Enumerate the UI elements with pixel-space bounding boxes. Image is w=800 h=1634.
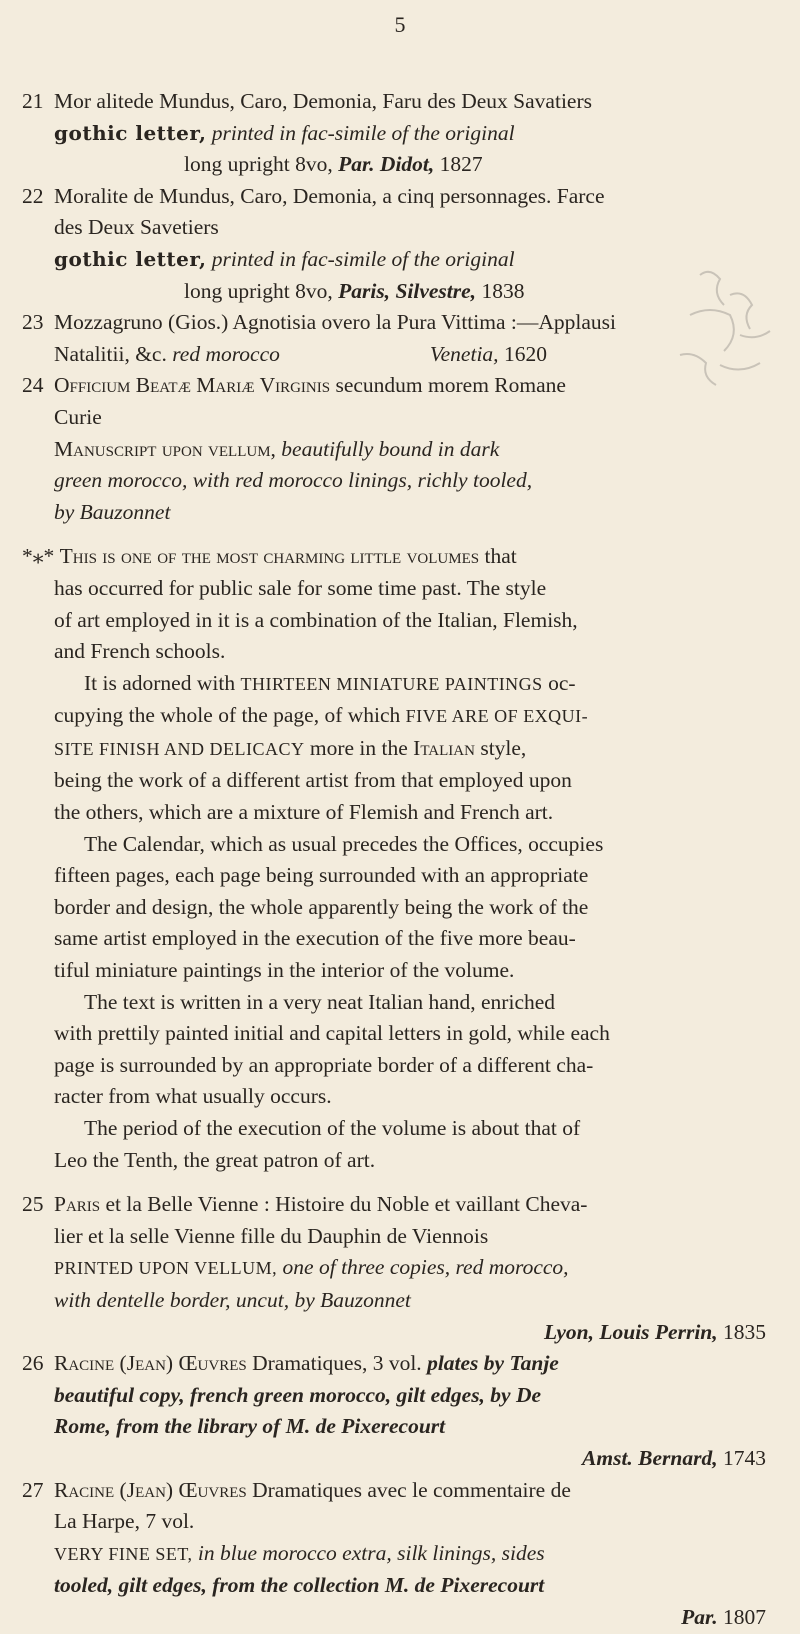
note-emphasis: SITE FINISH AND DELICACY [54, 738, 305, 759]
entry-number: 27 [22, 1477, 44, 1502]
note-text: that [479, 544, 517, 569]
entry-title: Mozzagruno (Gios.) Agnotisia overo la Pura Vittima :—Applausi [54, 310, 617, 335]
note-text: same artist employed in the execution of the five more beau- [54, 926, 576, 951]
place: Par. [338, 152, 375, 177]
entry-title-cont: La Harpe, 7 vol. [54, 1509, 195, 1534]
note-emphasis: Italian [413, 735, 475, 760]
author: Paris [54, 1192, 101, 1217]
catalogue-entry-22 [22, 181, 770, 307]
note-text: The text is written in a very neat Italian hand, enriched [84, 989, 556, 1014]
catalogue-entry-26 [22, 1348, 770, 1474]
entry-number: 24 [22, 373, 44, 398]
entry-title: Moralite de Mundus, Caro, Demonia, a cinq personnages. Farce [54, 183, 605, 208]
blackletter-text: gothic letter, [54, 120, 207, 145]
description: one of three copies, red morocco, [277, 1255, 569, 1280]
entry-title-cont: lier et la selle Vienne fille du Dauphin de Viennois [54, 1223, 489, 1248]
place: Paris, [338, 278, 391, 303]
note-text: page is surrounded by an appropriate border of a different cha- [54, 1052, 594, 1077]
note-text: The Calendar, which as usual precedes the Offices, occupies [84, 831, 604, 856]
publisher: Didot, [379, 152, 435, 177]
entry-title: et la Belle Vienne : Histoire du Noble et vaillant Cheva- [100, 1192, 588, 1217]
author: Racine (Jean) [54, 1351, 174, 1376]
entry-number: 26 [22, 1351, 44, 1376]
note-text: and French schools. [54, 639, 226, 664]
description: in blue morocco extra, silk linings, sides [192, 1540, 545, 1565]
plates-note: plates by Tanje [421, 1351, 559, 1376]
note-text: border and design, the whole apparently being the work of the [54, 894, 589, 919]
entry-number: 21 [22, 89, 44, 113]
manuscript-label: Manuscript upon vellum, [54, 436, 276, 461]
imprint: Amst. Bernard, [582, 1445, 718, 1470]
description: beautifully bound in dark [281, 436, 500, 461]
blackletter-text: gothic letter, [54, 246, 207, 271]
note-text: racter from what usually occurs. [54, 1084, 332, 1109]
facsimile-note: printed in fac-simile of the original [211, 246, 515, 271]
facsimile-note: printed in fac-simile of the original [211, 120, 515, 145]
note-text: fifteen pages, each page being surrounded with an appropriate [54, 863, 589, 888]
note-text: Leo the Tenth, the great patron of art. [54, 1147, 376, 1172]
work-title: Œuvres [178, 1477, 247, 1502]
description: beautiful copy, french green morocco, gilt edges, by De [54, 1382, 542, 1407]
entry-title: Mor alitede Mundus, Caro, Demonia, Faru des Deux Savatiers [54, 89, 592, 113]
note-text: oc- [542, 670, 576, 695]
entry-title-cont: Natalitii, &c. [54, 341, 167, 366]
description-cont: green morocco, with red morocco linings, richly tooled, [54, 468, 533, 493]
description-cont: with dentelle border, uncut, by Bauzonnet [54, 1287, 411, 1312]
description-cont: Rome, from the library of M. de Pixerecourt [54, 1414, 446, 1439]
author: Racine (Jean) [54, 1477, 174, 1502]
entry-number: 25 [22, 1192, 44, 1217]
printed-label: PRINTED UPON VELLUM, [54, 1258, 278, 1279]
binder: by Bauzonnet [54, 499, 171, 524]
note-text: tiful miniature paintings in the interior of the volume. [54, 958, 515, 983]
entry-title: Dramatiques, 3 vol. [246, 1351, 422, 1376]
catalogue-entry-27 [22, 1475, 770, 1634]
note-text: style, [474, 735, 527, 760]
year: 1835 [723, 1319, 766, 1344]
year: 1827 [439, 152, 483, 177]
note-text: of art employed in it is a combination of the Italian, Flemish, [54, 607, 578, 632]
entry-number: 23 [22, 310, 44, 335]
note-text: being the work of a different artist from that employed upon [54, 768, 572, 793]
note-text: cupying the whole of the page, of which [54, 703, 401, 728]
place: Venetia, [429, 341, 499, 366]
entry-title-smallcaps: Officium Beatæ Mariæ Virginis [54, 373, 331, 398]
entry-title-rest: secundum morem Romane [330, 373, 566, 398]
note-text: The period of the execution of the volume is about that of [84, 1116, 581, 1140]
note-text: It is adorned with [84, 670, 236, 695]
note-text: with prettily painted initial and capital letters in gold, while each [54, 1021, 610, 1046]
entry-title-cont: Curie [54, 404, 102, 429]
format: long upright 8vo, [184, 152, 333, 177]
imprint: Lyon, Louis Perrin, [544, 1319, 718, 1344]
catalogue-entry-21 [22, 86, 770, 181]
binding: red morocco [172, 341, 280, 366]
descriptive-note [22, 541, 770, 1176]
note-text: more in the [304, 735, 408, 760]
note-marker: *⁎* [22, 544, 55, 569]
publisher: Silvestre, [395, 278, 477, 303]
imprint: Par. [681, 1604, 718, 1629]
year: 1743 [723, 1445, 766, 1470]
format: long upright 8vo, [184, 278, 333, 303]
catalogue-entry-25 [22, 1189, 770, 1348]
note-text: the others, which are a mixture of Flemish and French art. [54, 800, 554, 825]
note-lead: This is one of the most charming little volumes [59, 544, 480, 569]
catalogue-entry-23 [22, 307, 770, 370]
note-emphasis: THIRTEEN MINIATURE PAINTINGS [240, 673, 543, 694]
set-label: VERY FINE SET, [54, 1543, 193, 1564]
year: 1838 [481, 278, 525, 303]
entry-title-cont: des Deux Savetiers [54, 215, 219, 240]
note-text: has occurred for public sale for some time past. The style [54, 575, 547, 600]
note-emphasis: FIVE ARE OF EXQUI- [405, 706, 589, 727]
catalogue-page [22, 86, 770, 1634]
entry-number: 22 [22, 183, 44, 208]
description-cont: tooled, gilt edges, from the collection M. de Pixerecourt [54, 1573, 545, 1598]
year: 1807 [723, 1604, 766, 1629]
page-number: 5 [394, 12, 406, 37]
catalogue-entry-24 [22, 370, 770, 528]
work-title: Œuvres [178, 1351, 247, 1376]
entry-title: Dramatiques avec le commentaire de [246, 1477, 571, 1502]
year: 1620 [503, 341, 547, 366]
